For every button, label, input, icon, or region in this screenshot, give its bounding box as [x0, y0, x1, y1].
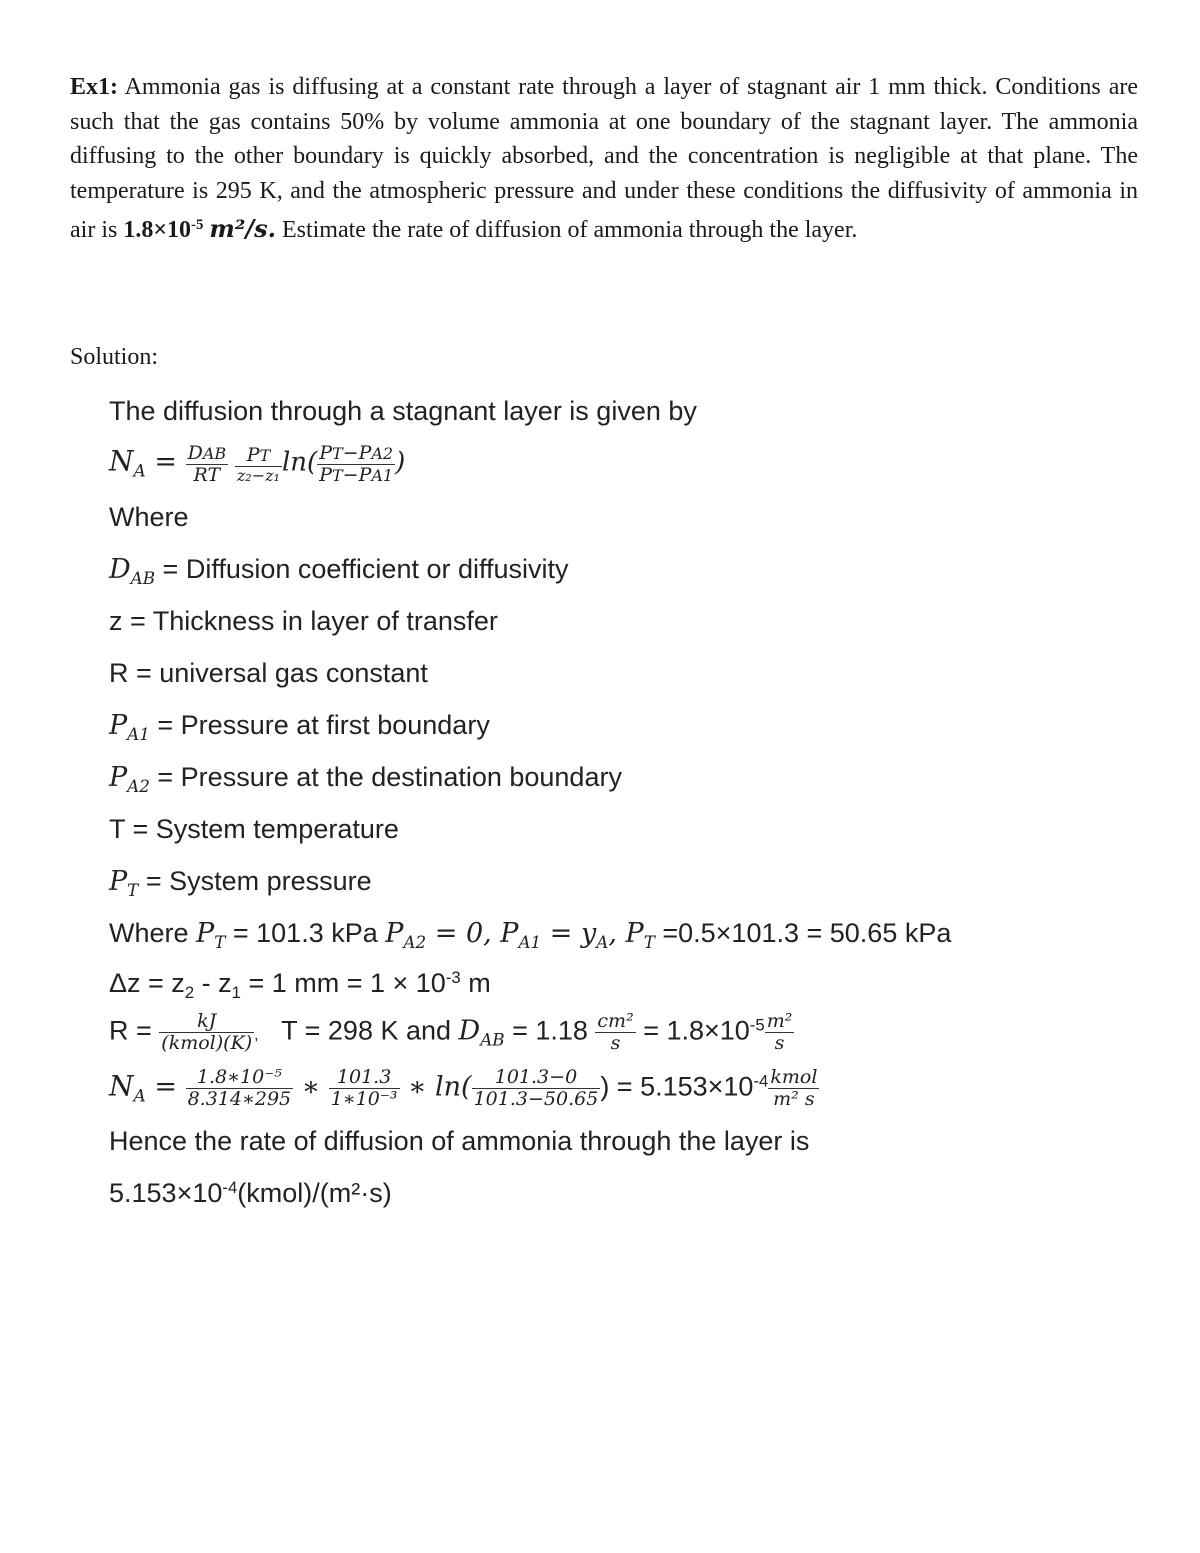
flux-calculation: $N_A$ = $\frac{\text{1.8∗10⁻⁵}}{8.314∗295}$ ∗ $\frac{101.3}{\text{1∗10⁻³}}$ ∗ ln( $\frac{101.3-0}{101.3-50.65}$ ) = $5.153\times 10^{-4}$ $\frac{\text{kmol}}{\text{m² s}}$: [109, 1066, 818, 1110]
given-conditions: Where $P_T = 101.3$ kPa $P_{A2} = 0$, $P_{A1} = y_A$, $P_T =0.5\times 101.3 = 50.65$ kPa: [109, 918, 952, 952]
definition-temperature: T = System temperature: [109, 814, 399, 844]
thickness-calculation: $\Delta z = z_2 - z_1 = 1$ mm = $1 \times 10^{-3}$ m: [109, 968, 491, 1003]
problem-text-part1: Ammonia gas is diffusing at a constant rate through a layer of stagnant air 1 mm thick. Conditions are such that the gas contains 50% by volume ammonia at one boundary of the stagnant layer. The ammonia diffusing to the other boundary is quickly absorbed, and the concentration is negligible at that plane. The temperature is 295 K, and the atmospheric pressure and under these conditions the diffusivity of ammonia in air is: [70, 74, 1138, 244]
problem-text-part2: Estimate the rate of diffusion of ammonia through the layer.: [275, 217, 858, 244]
definition-diffusivity: $D_{AB}$ = Diffusion coefficient or diffusivity: [109, 554, 569, 588]
problem-statement: [70, 70, 1138, 248]
diffusivity-unit: m²/s.: [209, 214, 276, 244]
diffusivity-over-rt-fraction: $\frac{\text{DAB}}{RT}$: [187, 442, 227, 486]
m2-per-s-fraction: $\frac{\text{m²}}{s}$: [766, 1010, 793, 1054]
definition-thickness: z = Thickness in layer of transfer: [109, 606, 498, 636]
definition-pt: $P_T$ = System pressure: [109, 866, 372, 900]
gas-constant-unit-fraction: $\frac{kJ}{\text{(kmol)(K)}}$: [161, 1010, 253, 1054]
problem-label: Ex1:: [70, 74, 118, 100]
definition-pa2: $P_{A2}$ = Pressure at the destination boundary: [109, 762, 622, 796]
calc-fraction-1: $\frac{\text{1.8∗10⁻⁵}}{8.314∗295}$: [187, 1066, 292, 1110]
solution-intro: The diffusion through a stagnant layer is given by: [109, 396, 697, 426]
cm2-per-s-fraction: $\frac{\text{cm²}}{s}$: [597, 1010, 634, 1054]
flux-unit-fraction: $\frac{\text{kmol}}{\text{m² s}}$: [770, 1066, 818, 1110]
where-label: Where: [109, 502, 189, 532]
solution-label: Solution:: [70, 344, 159, 370]
calc-fraction-2: $\frac{101.3}{\text{1∗10⁻³}}$: [330, 1066, 398, 1110]
calc-fraction-3: $\frac{101.3-0}{101.3-50.65}$: [473, 1066, 599, 1110]
log-pressure-ratio-fraction: $\frac{PT-PA2}{PT-PA1}$: [319, 442, 394, 486]
definition-gas-constant: R = universal gas constant: [109, 658, 428, 688]
conclusion-text: Hence the rate of diffusion of ammonia through the layer is: [109, 1126, 810, 1156]
final-answer: $5.153\times 10^{-4}(kmol)/(m^2\cdot s)$: [109, 1178, 392, 1209]
diffusivity-value: $1.8\times 10^{-5}$: [123, 217, 204, 244]
definition-pa1: $P_{A1}$ = Pressure at first boundary: [109, 710, 490, 744]
diffusion-formula: $N_A$ = $\frac{\text{DAB}}{RT}$ $\frac{PT}{\text{z₂−z₁}}$ ln( $\frac{PT-PA2}{PT-PA1}$ ): [109, 442, 406, 486]
pressure-over-thickness-fraction: $\frac{PT}{\text{z₂−z₁}}$: [236, 443, 280, 485]
constants-line: R = $\frac{kJ}{\text{(kmol)(K)}}$ , T = 298 K and $D_{AB} = 1.18$ $\frac{\text{cm²}}{s}$ = $1.8\times 10^{-5}$ $\frac{\text{m²}}{s}$: [109, 1010, 793, 1054]
